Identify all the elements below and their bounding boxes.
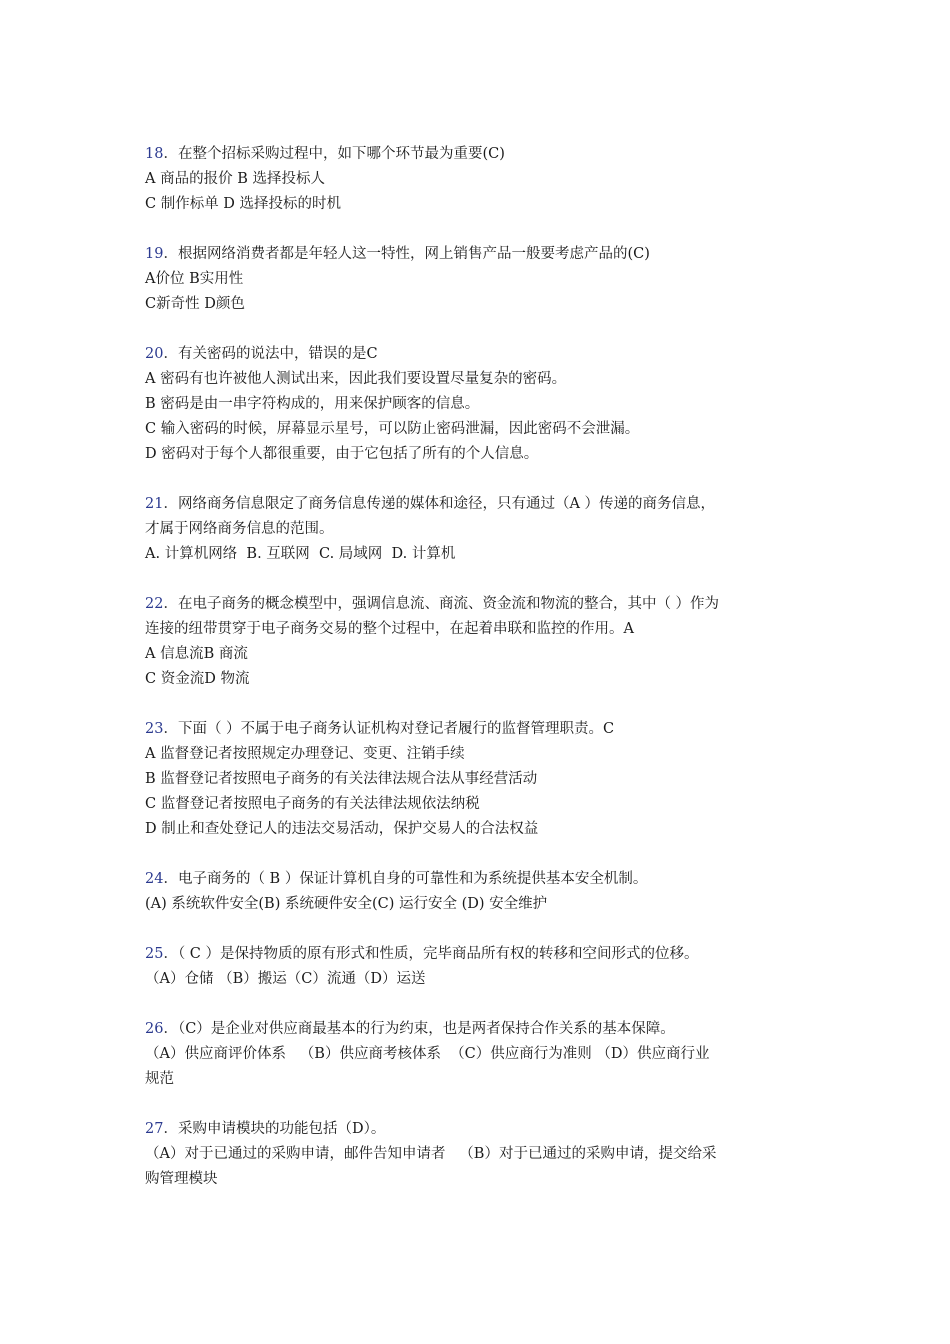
- question-stem: [145, 142, 810, 167]
- option-line: C 输入密码的时候，屏幕显示星号，可以防止密码泄漏，因此密码不会泄漏。: [145, 421, 640, 437]
- option-line: 购管理模块: [145, 1171, 218, 1187]
- option-line: （A）供应商评价体系 （B）供应商考核体系 （C）供应商行为准则 （D）供应商行业: [145, 1046, 710, 1062]
- question-text: ．在整个招标采购过程中，如下哪个环节最为重要(C): [163, 146, 505, 162]
- option-line: A 信息流B 商流: [145, 646, 248, 662]
- option-line: A 商品的报价 B 选择投标人: [145, 171, 325, 187]
- question-18: [145, 142, 810, 217]
- option-line: A 监督登记者按照规定办理登记、变更、注销手续: [145, 746, 465, 762]
- question-22: [145, 592, 810, 692]
- stem-continuation: 才属于网络商务信息的范围。: [145, 521, 334, 537]
- question-list: [145, 142, 810, 1217]
- question-text: ．（ C ）是保持物质的原有形式和性质，完毕商品所有权的转移和空间形式的位移。: [163, 946, 699, 962]
- option-line: C新奇性 D颜色: [145, 296, 245, 312]
- question-26: [145, 1017, 810, 1092]
- option-line: D 制止和查处登记人的违法交易活动，保护交易人的合法权益: [145, 821, 539, 837]
- question-stem: [145, 717, 810, 742]
- question-text: ．网络商务信息限定了商务信息传递的媒体和途径，只有通过（A ）传递的商务信息，: [163, 496, 716, 512]
- question-number: 27: [145, 1121, 164, 1137]
- question-25: [145, 942, 810, 992]
- question-number: 22: [145, 596, 164, 612]
- question-stem: [145, 942, 810, 967]
- question-20: [145, 342, 810, 467]
- option-line: A 密码有也许被他人测试出来，因此我们要设置尽量复杂的密码。: [145, 371, 567, 387]
- option-line: A价位 B实用性: [145, 271, 244, 287]
- question-stem: [145, 492, 810, 517]
- option-line: A. 计算机网络 B. 互联网 C. 局域网 D. 计算机: [145, 546, 456, 562]
- option-line: 规范: [145, 1071, 174, 1087]
- question-stem: [145, 1117, 810, 1142]
- question-number: 20: [145, 346, 164, 362]
- question-number: 26: [145, 1021, 164, 1037]
- question-number: 25: [145, 946, 164, 962]
- option-line: (A) 系统软件安全(B) 系统硬件安全(C) 运行安全 (D) 安全维护: [145, 896, 548, 912]
- question-19: [145, 242, 810, 317]
- option-line: （A）对于已通过的采购申请，邮件告知申请者 （B）对于已通过的采购申请，提交给采: [145, 1146, 717, 1162]
- question-text: ．电子商务的（ B ）保证计算机自身的可靠性和为系统提供基本安全机制。: [163, 871, 648, 887]
- question-21: [145, 492, 810, 567]
- stem-continuation: 连接的纽带贯穿于电子商务交易的整个过程中，在起着串联和监控的作用。A: [145, 621, 634, 637]
- question-number: 21: [145, 496, 164, 512]
- question-stem: [145, 1017, 810, 1042]
- option-line: C 资金流D 物流: [145, 671, 250, 687]
- option-line: C 制作标单 D 选择投标的时机: [145, 196, 342, 212]
- option-line: D 密码对于每个人都很重要，由于它包括了所有的个人信息。: [145, 446, 539, 462]
- question-number: 18: [145, 146, 164, 162]
- option-line: B 密码是由一串字符构成的，用来保护顾客的信息。: [145, 396, 480, 412]
- question-text: ．在电子商务的概念模型中，强调信息流、商流、资金流和物流的整合，其中（ ）作为: [163, 596, 720, 612]
- question-number: 24: [145, 871, 164, 887]
- option-line: B 监督登记者按照电子商务的有关法律法规合法从事经营活动: [145, 771, 538, 787]
- question-stem: [145, 342, 810, 367]
- question-text: ．下面（ ）不属于电子商务认证机构对登记者履行的监督管理职责。C: [163, 721, 615, 737]
- question-text: ．采购申请模块的功能包括（D）。: [163, 1121, 386, 1137]
- question-number: 19: [145, 246, 164, 262]
- question-24: [145, 867, 810, 917]
- question-stem: [145, 592, 810, 617]
- question-text: ．根据网络消费者都是年轻人这一特性，网上销售产品一般要考虑产品的(C): [163, 246, 650, 262]
- option-line: （A）仓储 （B）搬运（C）流通（D）运送: [145, 971, 426, 987]
- question-stem: [145, 867, 810, 892]
- question-27: [145, 1117, 810, 1192]
- question-text: ．（C）是企业对供应商最基本的行为约束，也是两者保持合作关系的基本保障。: [163, 1021, 675, 1037]
- option-line: C 监督登记者按照电子商务的有关法律法规依法纳税: [145, 796, 480, 812]
- question-23: [145, 717, 810, 842]
- question-stem: [145, 242, 810, 267]
- question-number: 23: [145, 721, 164, 737]
- question-text: ．有关密码的说法中，错误的是C: [163, 346, 378, 362]
